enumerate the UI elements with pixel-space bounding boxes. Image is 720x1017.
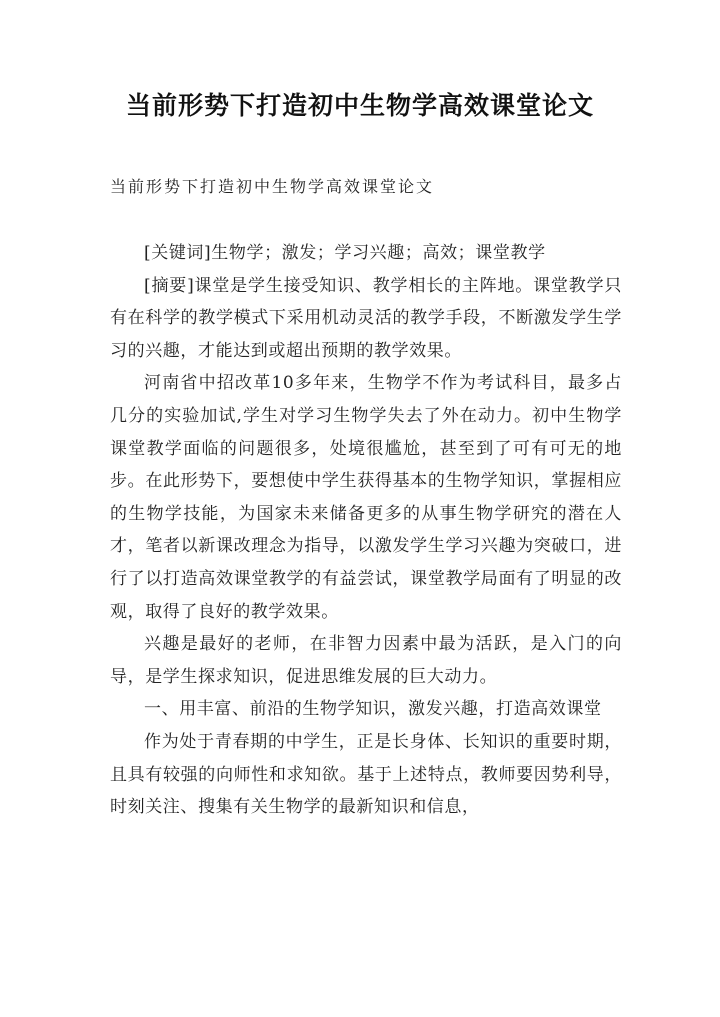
section-heading: 一、用丰富、前沿的生物学知识，激发兴趣，打造高效课堂 bbox=[144, 699, 602, 720]
body-paragraph: 兴趣是最好的老师，在非智力因素中最为活跃，是入门的向导，是学生探求知识，促进思维发展的巨大动力。 bbox=[110, 634, 622, 687]
abstract-paragraph: [摘要]课堂是学生接受知识、教学相长的主阵地。课堂教学只有在科学的教学模式下采用机动灵活的教学手段，不断激发学生学习的兴趣，才能达到或超出预期的教学效果。 bbox=[110, 275, 622, 361]
keywords-paragraph: [关键词]生物学；激发；学习兴趣；高效；课堂教学 bbox=[144, 243, 546, 263]
document-body bbox=[110, 237, 622, 824]
body-paragraph: 河南省中招改革10多年来，生物学不作为考试科目，最多占几分的实验加试,学生对学习生物学失去了外在动力。初中生物学课堂教学面临的问题很多，处境很尴尬，甚至到了可有可无的地步。在此形势下，要想使中学生获得基本的生物学知识，掌握相应的生物学技能，为国家未来储备更多的从事生物学研究的潜在人才，笔者以新课改理念为指导，以激发学生学习兴趣为突破口，进行了以打造高效课堂教学的有益尝试，课堂教学局面有了明显的改观，取得了良好的教学效果。 bbox=[110, 373, 622, 622]
document-subtitle: 当前形势下打造初中生物学高效课堂论文 bbox=[110, 177, 435, 196]
body-paragraph: 作为处于青春期的中学生，正是长身体、长知识的重要时期，且具有较强的向师性和求知欲。基于上述特点，教师要因势利导，时刻关注、搜集有关生物学的最新知识和信息， bbox=[110, 731, 622, 818]
document-title: 当前形势下打造初中生物学高效课堂论文 bbox=[125, 91, 594, 120]
